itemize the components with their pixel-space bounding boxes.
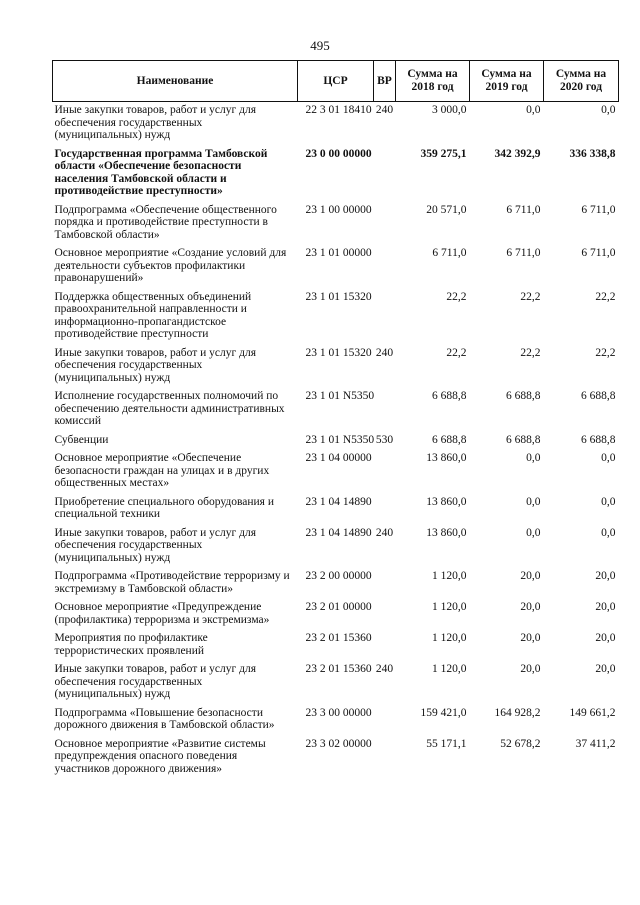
row-csr: 23 2 01 15360 bbox=[305, 663, 372, 675]
row-csr: 22 3 01 18410 bbox=[305, 104, 372, 116]
row-sum-2020: 22,2 bbox=[595, 290, 616, 303]
page-number: 495 bbox=[310, 38, 330, 53]
table-row bbox=[53, 146, 619, 202]
row-name: Иные закупки товаров, работ и услуг для обеспечения государственных (муниципальных) нужд bbox=[54, 526, 256, 564]
row-sum-2019: 52 678,2 bbox=[500, 737, 541, 750]
row-sum-2019: 0,0 bbox=[526, 526, 541, 539]
row-name: Поддержка общественных объединений правоохранительной направленности и информационно-пропагандистское противодействие преступности bbox=[54, 290, 252, 340]
row-sum-2018: 13 860,0 bbox=[426, 452, 467, 464]
row-sum-2020: 6 711,0 bbox=[581, 247, 616, 259]
row-sum-2018: 1 120,0 bbox=[432, 570, 467, 582]
row-sum-2018: 20 571,0 bbox=[426, 203, 467, 216]
row-vr bbox=[374, 388, 396, 432]
row-vr: 240 bbox=[375, 526, 394, 539]
row-sum-2019: 20,0 bbox=[520, 632, 541, 644]
row-sum-2020: 20,0 bbox=[595, 601, 616, 613]
table-row bbox=[53, 388, 619, 432]
row-vr bbox=[374, 630, 396, 661]
row-vr: 240 bbox=[375, 346, 394, 359]
row-name: Подпрограмма «Противодействие терроризму и экстремизму в Тамбовской области» bbox=[54, 570, 290, 595]
row-sum-2019: 20,0 bbox=[520, 601, 541, 613]
row-vr: 530 bbox=[375, 433, 394, 446]
row-name: Подпрограмма «Обеспечение общественного порядка и противодействие преступности в Тамбовской области» bbox=[54, 203, 277, 241]
row-sum-2020: 20,0 bbox=[595, 570, 616, 582]
row-name: Подпрограмма «Повышение безопасности дорожного движения в Тамбовской области» bbox=[54, 706, 275, 731]
table-row bbox=[53, 245, 619, 289]
row-name: Основное мероприятие «Развитие системы предупреждения опасного поведения участников дорожного движения» bbox=[54, 737, 266, 775]
row-name: Приобретение специального оборудования и специальной техники bbox=[54, 495, 274, 520]
row-name: Государственная программа Тамбовской области «Обеспечение безопасности населения Тамбовской области и противодействие преступности» bbox=[54, 147, 268, 197]
row-csr: 23 0 00 00000 bbox=[305, 147, 372, 160]
row-sum-2019: 20,0 bbox=[520, 663, 541, 675]
row-sum-2018: 22,2 bbox=[446, 346, 467, 359]
row-vr bbox=[374, 450, 396, 494]
header-vr: ВР bbox=[374, 61, 396, 102]
row-name: Иные закупки товаров, работ и услуг для обеспечения государственных (муниципальных) нужд bbox=[54, 346, 256, 384]
row-sum-2020: 336 338,8 bbox=[569, 147, 616, 160]
header-name: Наименование bbox=[53, 61, 298, 102]
row-sum-2020: 20,0 bbox=[595, 663, 616, 675]
row-vr: 240 bbox=[375, 104, 394, 116]
row-vr bbox=[374, 494, 396, 525]
row-csr: 23 1 00 00000 bbox=[305, 203, 372, 216]
row-vr bbox=[374, 245, 396, 289]
row-vr bbox=[374, 146, 396, 202]
row-csr: 23 1 04 14890 bbox=[305, 526, 372, 539]
row-csr: 23 2 00 00000 bbox=[305, 570, 372, 582]
header-csr: ЦСР bbox=[298, 61, 374, 102]
table-row bbox=[53, 599, 619, 630]
table-row bbox=[53, 705, 619, 736]
row-sum-2020: 6 711,0 bbox=[581, 203, 616, 216]
row-sum-2018: 13 860,0 bbox=[426, 495, 467, 508]
row-name: Субвенции bbox=[54, 433, 109, 446]
row-csr: 23 1 04 14890 bbox=[305, 495, 372, 508]
row-sum-2020: 37 411,2 bbox=[575, 737, 616, 750]
header-2019: Сумма на 2019 год bbox=[470, 61, 544, 102]
table-row bbox=[53, 432, 619, 451]
row-name: Исполнение государственных полномочий по обеспечению деятельности административных комиссий bbox=[54, 390, 285, 427]
row-sum-2018: 6 711,0 bbox=[432, 247, 467, 259]
table-row bbox=[53, 102, 619, 146]
table-row bbox=[53, 289, 619, 345]
row-sum-2018: 55 171,1 bbox=[426, 737, 467, 750]
row-name: Иные закупки товаров, работ и услуг для обеспечения государственных (муниципальных) нужд bbox=[54, 663, 256, 700]
row-vr bbox=[374, 568, 396, 599]
row-sum-2019: 6 688,8 bbox=[506, 433, 541, 446]
row-sum-2020: 0,0 bbox=[601, 104, 616, 116]
header-2020: Сумма на 2020 год bbox=[544, 61, 619, 102]
row-name: Основное мероприятие «Обеспечение безопасности граждан на улицах и в других общественных местах» bbox=[54, 452, 270, 489]
row-csr: 23 1 01 N5350 bbox=[305, 433, 375, 446]
row-vr bbox=[374, 599, 396, 630]
row-csr: 23 2 01 15360 bbox=[305, 632, 372, 644]
row-sum-2020: 149 661,2 bbox=[569, 706, 616, 719]
row-csr: 23 1 01 15320 bbox=[305, 290, 372, 303]
row-csr: 23 1 01 00000 bbox=[305, 247, 372, 259]
row-csr: 23 1 04 00000 bbox=[305, 452, 372, 464]
budget-table bbox=[52, 60, 619, 779]
row-sum-2018: 359 275,1 bbox=[420, 147, 467, 160]
table-row bbox=[53, 736, 619, 780]
row-sum-2019: 20,0 bbox=[520, 570, 541, 582]
row-csr: 23 3 00 00000 bbox=[305, 706, 372, 719]
row-sum-2020: 6 688,8 bbox=[581, 390, 616, 402]
row-sum-2020: 20,0 bbox=[595, 632, 616, 644]
row-sum-2018: 6 688,8 bbox=[432, 433, 467, 446]
row-sum-2019: 0,0 bbox=[526, 104, 541, 116]
row-sum-2019: 342 392,9 bbox=[494, 147, 541, 160]
row-sum-2019: 22,2 bbox=[520, 290, 541, 303]
row-sum-2020: 0,0 bbox=[601, 526, 616, 539]
row-name: Основное мероприятие «Предупреждение (профилактика) терроризма и экстремизма» bbox=[54, 601, 270, 626]
row-sum-2018: 1 120,0 bbox=[432, 663, 467, 675]
row-sum-2018: 13 860,0 bbox=[426, 526, 467, 539]
header-2018: Сумма на 2018 год bbox=[396, 61, 470, 102]
row-sum-2020: 22,2 bbox=[595, 346, 616, 359]
row-vr bbox=[374, 289, 396, 345]
row-vr bbox=[374, 736, 396, 780]
row-sum-2018: 1 120,0 bbox=[432, 601, 467, 613]
table-row bbox=[53, 494, 619, 525]
row-sum-2018: 22,2 bbox=[446, 290, 467, 303]
table-header-row bbox=[53, 61, 619, 102]
row-sum-2019: 6 688,8 bbox=[506, 390, 541, 402]
row-vr bbox=[374, 705, 396, 736]
row-sum-2019: 0,0 bbox=[526, 495, 541, 508]
table-row bbox=[53, 661, 619, 705]
row-name: Основное мероприятие «Создание условий для деятельности субъектов профилактики правонарушений» bbox=[54, 247, 287, 284]
row-csr: 23 3 02 00000 bbox=[305, 737, 372, 750]
row-sum-2020: 6 688,8 bbox=[581, 433, 616, 446]
row-csr: 23 1 01 N5350 bbox=[305, 390, 375, 402]
row-sum-2018: 6 688,8 bbox=[432, 390, 467, 402]
row-csr: 23 1 01 15320 bbox=[305, 346, 372, 359]
row-sum-2018: 3 000,0 bbox=[432, 104, 467, 116]
row-name: Мероприятия по профилактике террористических проявлений bbox=[54, 632, 208, 657]
row-name: Иные закупки товаров, работ и услуг для обеспечения государственных (муниципальных) нужд bbox=[54, 104, 256, 141]
row-sum-2019: 6 711,0 bbox=[506, 203, 541, 216]
row-vr bbox=[374, 202, 396, 246]
row-sum-2019: 6 711,0 bbox=[506, 247, 541, 259]
table-row bbox=[53, 568, 619, 599]
row-sum-2018: 1 120,0 bbox=[432, 632, 467, 644]
row-sum-2019: 164 928,2 bbox=[494, 706, 541, 719]
row-vr: 240 bbox=[375, 663, 394, 675]
row-csr: 23 2 01 00000 bbox=[305, 601, 372, 613]
table-row bbox=[53, 630, 619, 661]
row-sum-2019: 0,0 bbox=[526, 452, 541, 464]
row-sum-2020: 0,0 bbox=[601, 452, 616, 464]
row-sum-2018: 159 421,0 bbox=[420, 706, 467, 719]
table-row bbox=[53, 202, 619, 246]
table-row bbox=[53, 525, 619, 569]
table-row bbox=[53, 450, 619, 494]
table-row bbox=[53, 345, 619, 389]
row-sum-2020: 0,0 bbox=[601, 495, 616, 508]
table-body bbox=[53, 102, 619, 780]
row-sum-2019: 22,2 bbox=[520, 346, 541, 359]
